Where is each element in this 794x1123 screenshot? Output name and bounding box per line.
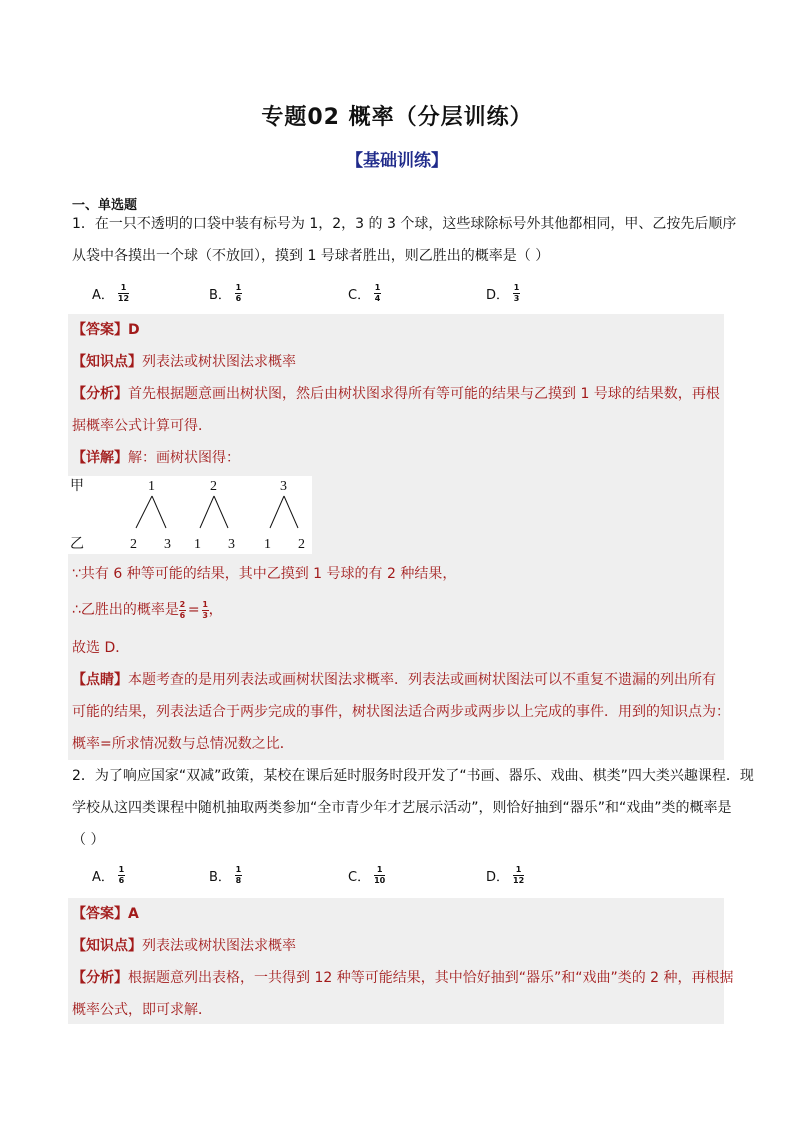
numerator: 1 bbox=[235, 865, 242, 874]
tree-branch bbox=[284, 496, 298, 528]
answer-row bbox=[72, 320, 140, 340]
tree-leaf: 3 bbox=[164, 537, 171, 552]
tree-node: 1 bbox=[148, 479, 155, 494]
result-line-2 bbox=[72, 600, 223, 620]
tree-diagram bbox=[68, 476, 312, 554]
fraction bbox=[513, 866, 524, 885]
fraction bbox=[118, 284, 129, 303]
denominator: 8 bbox=[235, 876, 242, 885]
result-suffix: ， bbox=[208, 602, 223, 618]
page-title: 专题02 概率（分层训练） bbox=[261, 105, 533, 130]
analysis-label: 【分析】 bbox=[72, 386, 128, 402]
option-letter: A． bbox=[92, 870, 114, 885]
fraction bbox=[374, 866, 385, 885]
equals-sign: = bbox=[187, 602, 200, 618]
fraction bbox=[179, 601, 186, 620]
tree-leaf: 2 bbox=[298, 537, 305, 552]
analysis-text: 根据题意列出表格，一共得到 12 种等可能结果，其中恰好抽到“器乐”和“戏曲”类的 2 种，再根据 bbox=[128, 970, 734, 986]
tree-node: 2 bbox=[210, 479, 217, 494]
denominator: 12 bbox=[117, 294, 130, 303]
option-letter: B． bbox=[209, 288, 231, 303]
tree-leaf: 3 bbox=[228, 537, 235, 552]
denominator: 3 bbox=[202, 610, 208, 620]
numerator: 1 bbox=[515, 865, 522, 874]
analysis-row-2: 概率公式，即可求解． bbox=[72, 1002, 212, 1018]
knowledge-point-row bbox=[72, 936, 296, 956]
result-prefix: ∴乙胜出的概率是 bbox=[72, 602, 179, 618]
analysis-row-1 bbox=[72, 968, 734, 988]
knowledge-point-text: 列表法或树状图法求概率 bbox=[142, 354, 296, 370]
fraction bbox=[235, 866, 242, 885]
tree-branch bbox=[200, 496, 214, 528]
numerator: 1 bbox=[374, 283, 381, 292]
tree-row-label-yi: 乙 bbox=[70, 537, 84, 552]
fraction bbox=[118, 866, 125, 885]
numerator: 1 bbox=[118, 865, 125, 874]
numerator: 1 bbox=[235, 283, 242, 292]
tree-branch bbox=[152, 496, 166, 528]
knowledge-point-label: 【知识点】 bbox=[72, 354, 142, 370]
answer-value: A bbox=[128, 906, 139, 922]
question-1-line-2: 从袋中各摸出一个球（不放回），摸到 1 号球者胜出，则乙胜出的概率是（ ） bbox=[72, 248, 550, 264]
comment-row-2: 可能的结果，列表法适合于两步完成的事件，树状图法适合两步或两步以上完成的事件．用到的知识点为： bbox=[72, 704, 730, 720]
option-b bbox=[209, 284, 242, 303]
section-heading: 一、单选题 bbox=[72, 198, 138, 213]
choose-line: 故选 D． bbox=[72, 640, 130, 656]
comment-text: 本题考查的是用列表法或画树状图法求概率．列表法或画树状图法可以不重复不遗漏的列出所有 bbox=[128, 672, 716, 688]
option-letter: C． bbox=[348, 288, 371, 303]
option-letter: D． bbox=[486, 870, 510, 885]
fraction bbox=[202, 601, 209, 620]
option-letter: D． bbox=[486, 288, 510, 303]
answer-label: 【答案】 bbox=[72, 906, 128, 922]
denominator: 6 bbox=[235, 294, 242, 303]
numerator: 2 bbox=[179, 599, 186, 609]
option-d bbox=[486, 284, 520, 303]
question-1-options bbox=[92, 284, 612, 308]
answer-row bbox=[72, 904, 139, 924]
question-2-line-3: （ ） bbox=[72, 832, 105, 848]
tree-leaf: 2 bbox=[130, 537, 137, 552]
question-2-line-2: 学校从这四类课程中随机抽取两类参加“全市青少年才艺展示活动”，则恰好抽到“器乐”和“戏曲”类的概率是 bbox=[72, 800, 732, 816]
tree-branch bbox=[214, 496, 228, 528]
tree-branch bbox=[136, 496, 152, 528]
numerator: 1 bbox=[120, 283, 127, 292]
numerator: 1 bbox=[513, 283, 520, 292]
question-1-line-1: 1．在一只不透明的口袋中装有标号为 1，2，3 的 3 个球，这些球除标号外其他都相同，甲、乙按先后顺序 bbox=[72, 216, 737, 232]
tree-branch bbox=[270, 496, 284, 528]
denominator: 3 bbox=[513, 294, 520, 303]
denominator: 10 bbox=[374, 876, 386, 885]
comment-row-3: 概率=所求情况数与总情况数之比． bbox=[72, 736, 294, 752]
option-d bbox=[486, 866, 524, 885]
option-letter: B． bbox=[209, 870, 231, 885]
denominator: 6 bbox=[118, 876, 125, 885]
option-c bbox=[348, 866, 385, 885]
comment-row-1 bbox=[72, 670, 716, 690]
result-line-1: ∵共有 6 种等可能的结果，其中乙摸到 1 号球的有 2 种结果， bbox=[72, 566, 457, 582]
knowledge-point-label: 【知识点】 bbox=[72, 938, 142, 954]
question-2-options bbox=[92, 866, 612, 890]
analysis-row-1 bbox=[72, 384, 720, 404]
answer-value: D bbox=[128, 322, 140, 338]
numerator: 1 bbox=[376, 865, 383, 874]
option-letter: C． bbox=[348, 870, 371, 885]
tree-leaf: 1 bbox=[264, 537, 271, 552]
comment-label: 【点睛】 bbox=[72, 672, 128, 688]
option-a bbox=[92, 866, 125, 885]
option-letter: A． bbox=[92, 288, 114, 303]
detail-text: 解：画树状图得： bbox=[128, 450, 240, 466]
denominator: 6 bbox=[179, 610, 186, 620]
question-2-line-1: 2．为了响应国家“双减”政策，某校在课后延时服务时段开发了“书画、器乐、戏曲、棋类”四大类兴趣课程．现 bbox=[72, 768, 754, 784]
analysis-row-2: 据概率公式计算可得． bbox=[72, 418, 212, 434]
analysis-label: 【分析】 bbox=[72, 970, 128, 986]
numerator: 1 bbox=[202, 599, 208, 609]
option-b bbox=[209, 866, 242, 885]
option-a bbox=[92, 284, 129, 303]
knowledge-point-row bbox=[72, 352, 296, 372]
section-subtitle: 【基础训练】 bbox=[346, 151, 448, 171]
detail-row bbox=[72, 448, 240, 468]
fraction bbox=[235, 284, 242, 303]
detail-label: 【详解】 bbox=[72, 450, 128, 466]
fraction bbox=[513, 284, 520, 303]
denominator: 4 bbox=[374, 294, 381, 303]
tree-leaf: 1 bbox=[194, 537, 201, 552]
tree-row-label-jia: 甲 bbox=[70, 479, 84, 494]
tree-node: 3 bbox=[280, 479, 287, 494]
denominator: 12 bbox=[513, 876, 525, 885]
knowledge-point-text: 列表法或树状图法求概率 bbox=[142, 938, 296, 954]
option-c bbox=[348, 284, 381, 303]
answer-label: 【答案】 bbox=[72, 322, 128, 338]
analysis-text: 首先根据题意画出树状图，然后由树状图求得所有等可能的结果与乙摸到 1 号球的结果数，再根 bbox=[128, 386, 720, 402]
fraction bbox=[374, 284, 381, 303]
